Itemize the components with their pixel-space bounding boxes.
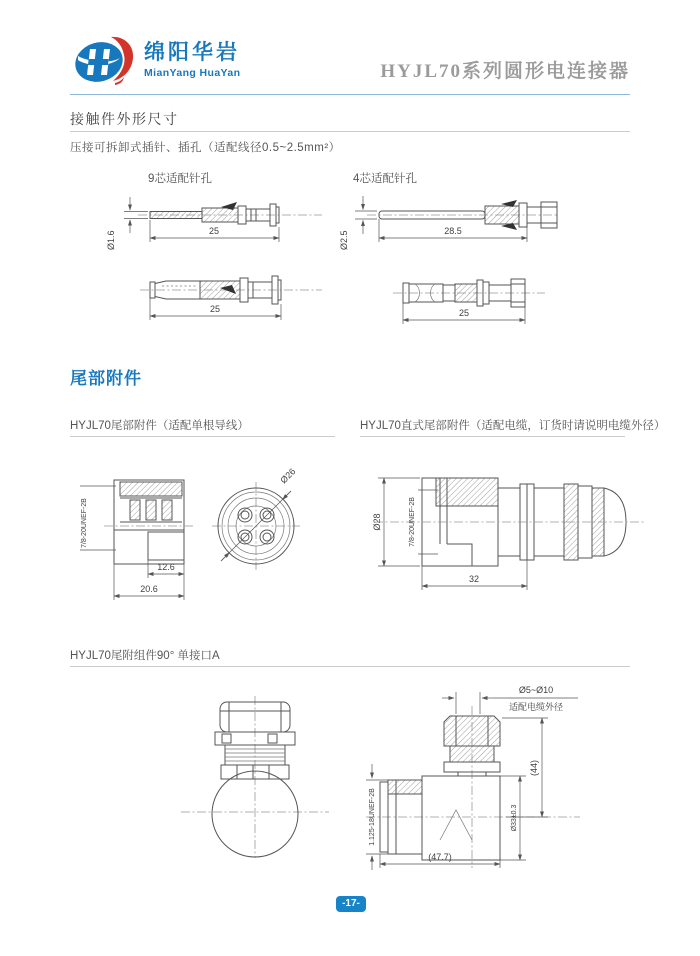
drawing-elbow-side (360, 672, 660, 872)
dim-4core-pin-length: 28.5 (444, 226, 462, 236)
dim-9core-pin-diameter: Ø1.6 (106, 230, 116, 250)
dim-tail-thread: 7/8-20UNEF-2B (81, 498, 88, 548)
tail-left-divider (70, 436, 335, 437)
dim-elbow-body-diameter: Ø33±0.3 (511, 804, 518, 832)
brand-name-cn: 绵阳华岩 (144, 41, 240, 64)
dim-backshell-length: 32 (468, 574, 480, 584)
page-title: HYJL70系列圆形电连接器 (380, 61, 630, 82)
dim-elbow-height: (44) (529, 759, 539, 777)
dim-backshell-thread: 7/8-20UNEF-2B (409, 497, 416, 547)
tail-right-label: HYJL70直式尾部附件（适配电缆，订货时请说明电缆外径） (360, 420, 666, 432)
label-4core: 4芯适配针孔 (353, 173, 417, 185)
drawing-tail-single-wire (72, 452, 322, 612)
section-heading-contacts: 接触件外形尺寸 (70, 111, 179, 127)
drawing-contacts-4core (335, 190, 565, 340)
tail-left-label: HYJL70尾部附件（适配单根导线） (70, 420, 249, 432)
dim-elbow-thread: 1.125-18UNEF-2B (369, 788, 376, 846)
dim-elbow-cable-range: Ø5~Ø10 (518, 685, 554, 695)
dim-9core-socket-length: 25 (209, 304, 221, 314)
dim-4core-socket-length: 25 (458, 308, 470, 318)
brand-name-en: MianYang HuaYan (144, 67, 241, 79)
label-9core: 9芯适配针孔 (148, 173, 212, 185)
dim-elbow-cable-note: 适配电缆外径 (508, 702, 564, 712)
drawing-elbow-front (165, 690, 345, 862)
section-divider (70, 131, 630, 132)
page-number-badge: -17- (336, 896, 366, 912)
tail-right-divider (360, 436, 625, 437)
elbow-label: HYJL70尾附组件90° 单接口A (70, 650, 220, 662)
dim-9core-pin-length: 25 (208, 226, 220, 236)
dim-backshell-diameter: Ø28 (372, 513, 382, 531)
dim-tail-inner-length: 12.6 (157, 562, 175, 572)
elbow-divider (70, 666, 630, 667)
dim-tail-front-diameter: Ø26 (278, 466, 298, 486)
dim-tail-total-length: 20.6 (140, 584, 158, 594)
brand-logo (74, 32, 240, 88)
drawing-contacts-9core (100, 190, 330, 340)
contacts-subtitle: 压接可拆卸式插针、插孔（适配线径0.5~2.5mm²） (70, 142, 341, 154)
dim-elbow-length: (47.7) (428, 852, 452, 862)
drawing-tail-straight-cable (362, 448, 652, 608)
dim-4core-pin-diameter: Ø2.5 (339, 230, 349, 250)
section-heading-tail: 尾部附件 (70, 369, 142, 388)
brand-logo-icon (74, 32, 136, 88)
header-divider (70, 94, 630, 95)
